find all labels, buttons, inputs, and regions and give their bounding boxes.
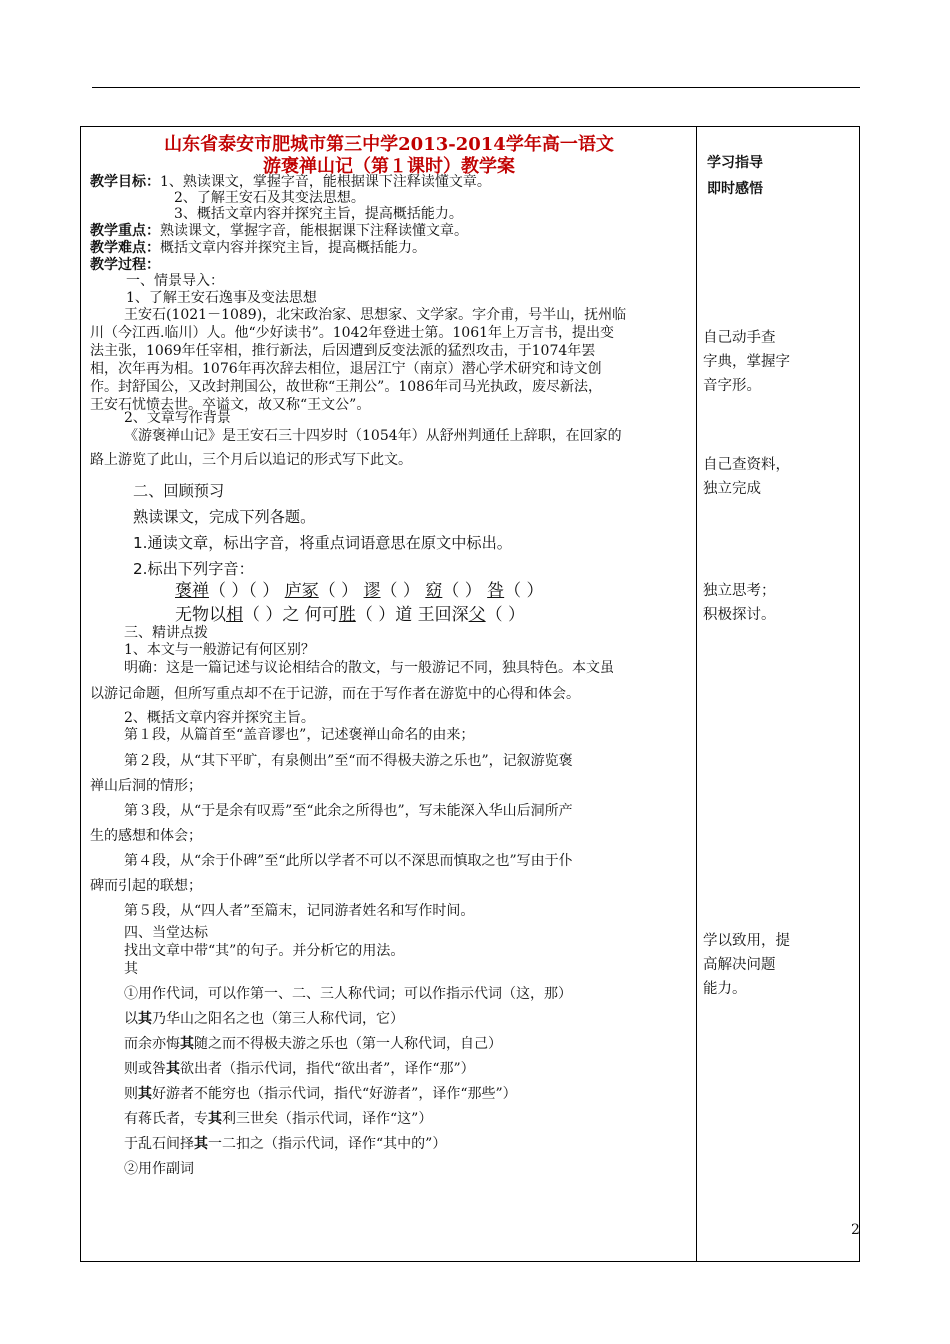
bio-line: 法主张，1069年任宰相，推行新法，后因遭到反变法派的猛烈攻击，于1074年罢: [90, 343, 596, 359]
document-title-line1: 山东省泰安市肥城市第三中学2013-2014学年高一语文: [164, 134, 614, 155]
practice-task: 找出文章中带“其”的句子。并分析它的用法。: [124, 943, 405, 959]
paragraph-summary: 第４段，从“余于仆碑”至“此所以学者不可以不深思而慎取之也”写由于仆: [124, 853, 573, 869]
teaching-difficulty: 教学难点：概括文章内容并探究主旨，提高概括能力。: [90, 240, 426, 256]
paragraph-summary: 禅山后洞的情形；: [90, 778, 202, 794]
example-sentence: 以其乃华山之阳名之也（第三人称代词，它）: [124, 1011, 404, 1027]
paragraph-summary: 第２段，从“其下平旷，有泉侧出”至“而不得极夫游之乐也”，记叙游览褒: [124, 753, 573, 769]
side-heading-guide: 学习指导: [707, 155, 763, 171]
section-heading: 四、当堂达标: [124, 925, 208, 941]
background-line: 《游褒禅山记》是王安石三十四岁时（1054年）从舒州判通任上辞职，在回家的: [124, 428, 622, 444]
bio-line: 作。封舒国公，又改封荆国公，故世称“王荆公”。1086年司马光执政，废尽新法，: [90, 379, 602, 395]
subheading: 1、了解王安石逸事及变法思想: [126, 290, 317, 306]
header-rule: [92, 87, 860, 88]
side-note-research: 自己查资料， 独立完成: [703, 457, 790, 497]
bio-line: 川（今江西.临川）人。他“少好读书”。1042年登进士第。1061年上万言书，提出变: [90, 325, 615, 341]
example-sentence: 则或咎其欲出者（指示代词，指代“欲出者”，译作“那”）: [124, 1061, 475, 1077]
analysis-question: 1、本文与一般游记有何区别？: [124, 642, 315, 658]
document-title-line2: 游褒禅山记（第１课时）教学案: [263, 156, 515, 177]
example-sentence: 则其好游者不能穷也（指示代词，指代“好游者”，译作“那些”）: [124, 1086, 517, 1102]
paragraph-summary: 碑而引起的联想；: [90, 878, 202, 894]
pronunciation-exercise-2: 无物以相（ ）之 何可胜（ ）道 王回深父（ ）: [175, 605, 526, 625]
column-divider: [696, 126, 697, 1262]
example-sentence: 而余亦悔其随之而不得极夫游之乐也（第一人称代词，自己）: [124, 1036, 502, 1052]
pronunciation-exercise-1: 褒禅（ ）（ ） 庐冢（ ） 谬（ ） 窈（ ） 咎（ ）: [175, 581, 544, 601]
analysis-answer: 明确：这是一篇记述与议论相结合的散文，与一般游记不同，独具特色。本文虽: [124, 660, 614, 676]
side-note-dictionary: 自己动手查 字典，掌握字 音字形。: [703, 330, 790, 394]
analysis-answer: 以游记命题，但所写重点却不在于记游，而在于写作者在游览中的心得和体会。: [90, 686, 580, 702]
bio-line: 王安石忧愤去世。卒谥文，故又称“王文公”。: [90, 397, 371, 413]
goal-line-2: 2、了解王安石及其变法思想。: [174, 190, 365, 206]
practice-word: 其: [124, 961, 138, 977]
analysis-question: 2、概括文章内容并探究主旨。: [124, 710, 315, 726]
background-line: 路上游览了此山，三个月后以追记的形式写下此文。: [90, 452, 412, 468]
review-question: 2.标出下列字音：: [133, 560, 254, 578]
section-heading: 一、情景导入：: [126, 273, 224, 289]
paragraph-summary: 第１段，从篇首至“盖音谬也”，记述褒禅山命名的由来；: [124, 727, 475, 743]
side-note-thinking: 独立思考； 积极探讨。: [703, 583, 776, 623]
bio-line: 相，次年再为相。1076年再次辞去相位，退居江宁（南京）潜心学术研究和诗文创: [90, 361, 602, 377]
usage-heading: ①用作代词，可以作第一、二、三人称代词；可以作指示代词（这，那）: [124, 986, 572, 1002]
paragraph-summary: 生的感想和体会；: [90, 828, 202, 844]
goal-line-1: 教学目标：1、熟读课文，掌握字音，能根据课下注释读懂文章。: [90, 174, 491, 190]
page-number: 2: [851, 1222, 860, 1238]
teaching-focus: 教学重点：熟读课文，掌握字音，能根据课下注释读懂文章。: [90, 223, 468, 239]
section-heading: 二、回顾预习: [133, 482, 225, 500]
side-note-apply: 学以致用，提 高解决问题 能力。: [703, 933, 790, 997]
side-heading-reflection: 即时感悟: [707, 181, 763, 197]
example-sentence: 于乱石间择其一二扣之（指示代词，译作“其中的”）: [124, 1136, 447, 1152]
example-sentence: 有蒋氏者，专其利三世矣（指示代词，译作“这”）: [124, 1111, 433, 1127]
bio-line: 王安石(1021－1089)，北宋政治家、思想家、文学家。字介甫，号半山，抚州临: [124, 307, 627, 323]
review-question: 1.通读文章，标出字音，将重点词语意思在原文中标出。: [133, 534, 512, 552]
section-heading: 三、精讲点拨: [124, 625, 208, 641]
review-task: 熟读课文，完成下列各题。: [133, 508, 316, 526]
paragraph-summary: 第５段，从“四人者”至篇末，记同游者姓名和写作时间。: [124, 903, 475, 919]
usage-heading: ②用作副词: [124, 1161, 194, 1177]
subheading: 2、文章写作背景: [124, 410, 231, 426]
goal-line-3: 3、概括文章内容并探究主旨，提高概括能力。: [174, 206, 463, 222]
paragraph-summary: 第３段，从“于是余有叹焉”至“此余之所得也”，写未能深入华山后洞所产: [124, 803, 573, 819]
process-label: 教学过程：: [90, 257, 160, 273]
